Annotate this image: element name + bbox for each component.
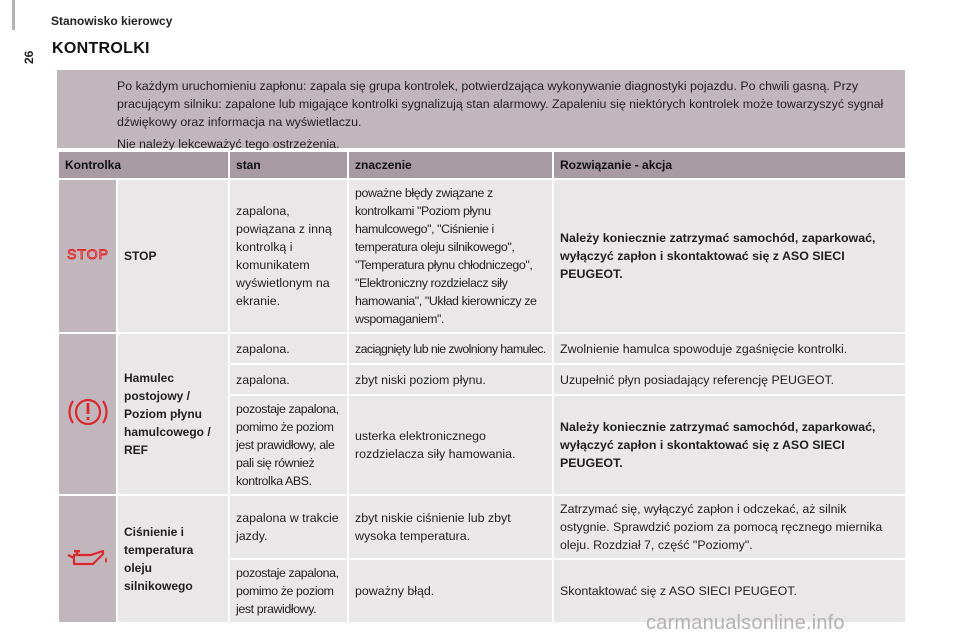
brake-meaning-3: usterka elektronicznego rozdzielacza siły hamowania. (348, 395, 553, 495)
intro-paragraph: Nie należy lekceważyć tego ostrzeżenia. (117, 137, 340, 151)
table-row-stop (58, 179, 906, 333)
brake-meaning-2: zbyt niski poziom płynu. (348, 364, 553, 395)
page-number: 26 (22, 50, 36, 64)
brake-name: Hamulec postojowy / Poziom płynu hamulcowego / REF (117, 333, 229, 495)
stop-state: zapalona, powiązana z inną kontrolką i komunikatem wyświetlonym na ekranie. (229, 179, 348, 333)
oil-action-2: Skontaktować się z ASO SIECI PEUGEOT. (553, 559, 906, 623)
stop-icon-text: STOP (66, 245, 109, 262)
column-header-znaczenie: znaczenie (348, 151, 553, 179)
brake-state-3: pozostaje zapalona, pomimo że poziom jest prawidłowy, ale pali się również kontrolka ABS. (229, 395, 348, 495)
oil-meaning-1: zbyt niskie ciśnienie lub zbyt wysoka temperatura. (348, 495, 553, 559)
oil-name: Ciśnienie i temperatura oleju silnikowego (117, 495, 229, 623)
watermark: carmanualsonline.info (646, 612, 845, 634)
table-header-row (58, 151, 906, 179)
brake-action-3: Należy koniecznie zatrzymać samochód, zaparkować, wyłączyć zapłon i skontaktować się z ASO SIECI PEUGEOT. (553, 395, 906, 495)
page-title: KONTROLKI (52, 40, 150, 57)
oil-icon-cell (58, 495, 117, 623)
stop-name: STOP (117, 179, 229, 333)
warning-lights-table (57, 150, 907, 624)
stop-action: Należy koniecznie zatrzymać samochód, zaparkować, wyłączyć zapłon i skontaktować się z ASO SIECI PEUGEOT. (553, 179, 906, 333)
oil-action-1: Zatrzymać się, wyłączyć zapłon i odczekać, aż silnik ostygnie. Sprawdzić poziom za pomocą ręcznego miernika oleju. Rozdział 7, część "Poziomy". (553, 495, 906, 559)
stop-warning-icon (60, 246, 116, 262)
side-rule (12, 0, 15, 30)
table-row-brake-1 (58, 333, 906, 364)
column-header-stan: stan (229, 151, 348, 179)
brake-action-2: Uzupełnić płyn posiadający referencję PEUGEOT. (553, 364, 906, 395)
brake-state-2: zapalona. (229, 364, 348, 395)
brake-action-1: Zwolnienie hamulca spowoduje zgaśnięcie kontrolki. (553, 333, 906, 364)
oil-meaning-2: poważny błąd. (348, 559, 553, 623)
table-row-oil-1 (58, 495, 906, 559)
brake-state-1: zapalona. (229, 333, 348, 364)
oil-state-1: zapalona w trakcie jazdy. (229, 495, 348, 559)
column-header-kontrolka: Kontrolka (58, 151, 229, 179)
column-header-rozwiazanie: Rozwiązanie - akcja (553, 151, 906, 179)
intro-panel (57, 70, 905, 151)
brake-icon-cell (58, 333, 117, 495)
stop-meaning: poważne błędy związane z kontrolkami "Poziom płynu hamulcowego", "Ciśnienie i temperatura oleju silnikowego", "Temperatura płynu chłodniczego", "Elektroniczny rozdzielacz siły hamowania", "Układ kierowniczy ze wspomaganiem". (348, 179, 553, 333)
stop-icon-cell (58, 179, 117, 333)
oil-state-2: pozostaje zapalona, pomimo że poziom jest prawidłowy. (229, 559, 348, 623)
brake-warning-icon (66, 394, 110, 430)
intro-paragraph: Po każdym uruchomieniu zapłonu: zapala się grupa kontrolek, potwierdzająca wykonywanie diagnostyki pojazdu. Po chwili gasną. Przy pracującym silniku: zapalone lub migające kontrolki sygnalizują stan alarmowy. Zapaleniu się niektórych kontrolek może towarzyszyć sygnał dźwiękowy oraz informacja na wyświetlaczu. (117, 79, 884, 129)
brake-meaning-1: zaciągnięty lub nie zwolniony hamulec. (348, 333, 553, 364)
oil-pressure-icon (65, 545, 111, 569)
section-header: Stanowisko kierowcy (51, 14, 173, 28)
